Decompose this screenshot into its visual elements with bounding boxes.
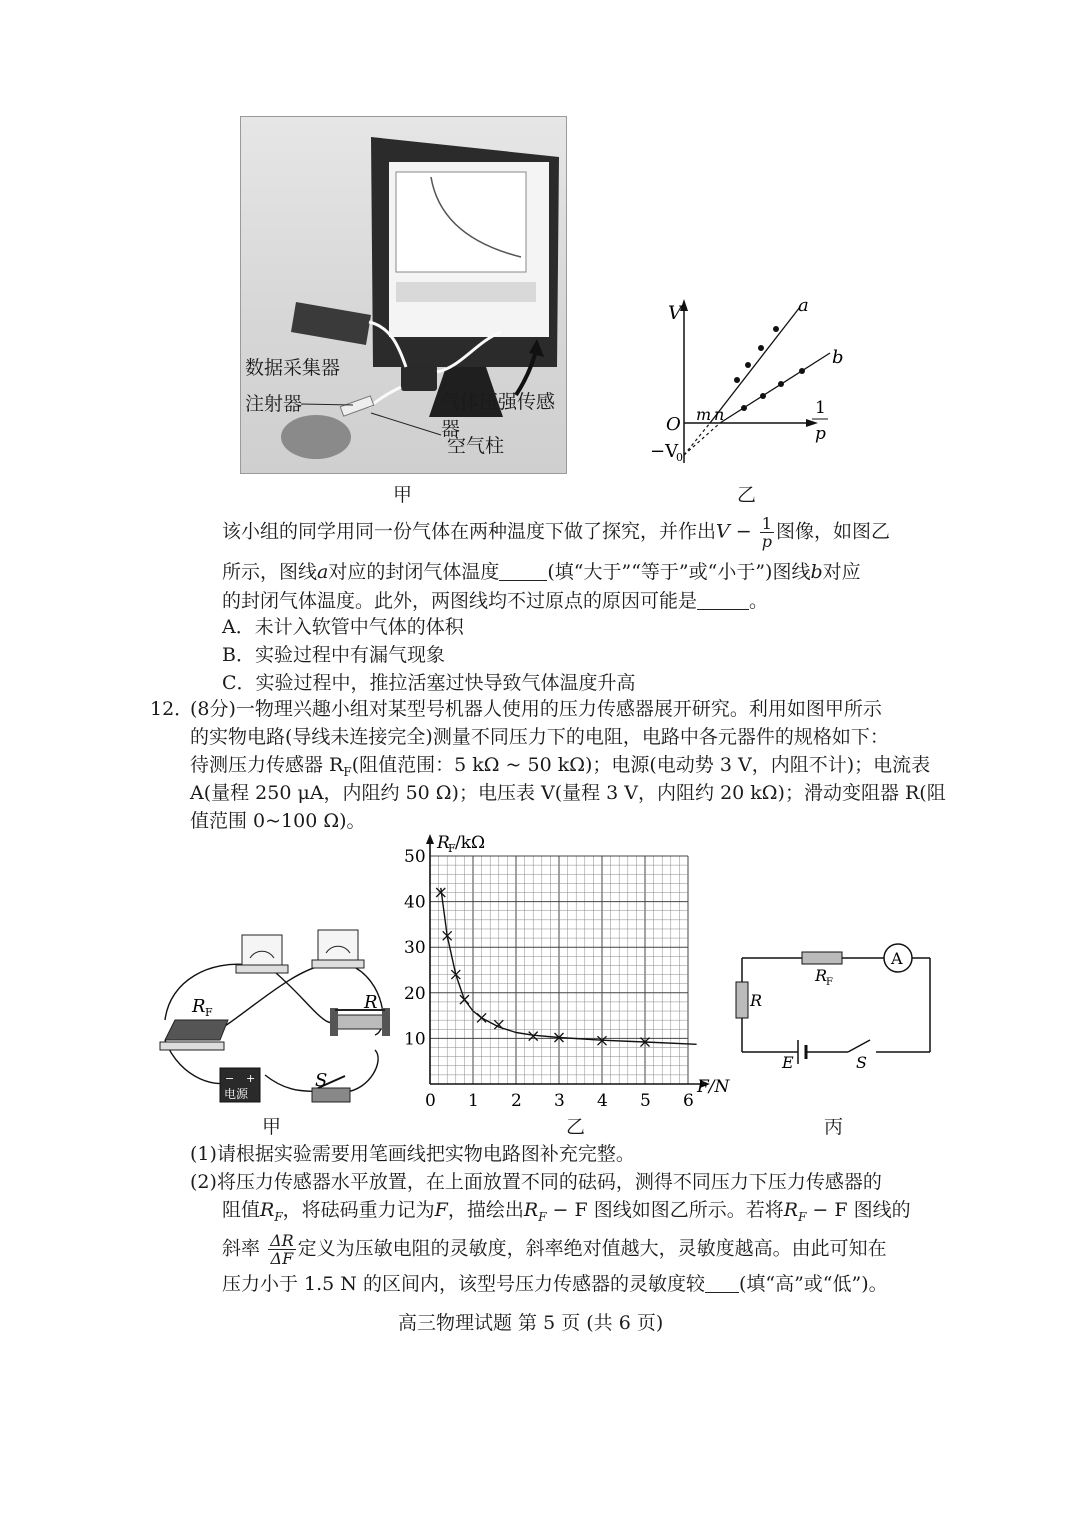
label-n: n — [714, 405, 725, 424]
rheostat — [335, 1015, 385, 1029]
line-a-ext — [684, 423, 710, 455]
screen-plot — [396, 172, 526, 272]
bing-label-rf: R — [815, 966, 828, 985]
label-1: 1 — [815, 398, 826, 418]
schematic-r — [736, 982, 748, 1018]
sensor-rf — [165, 1020, 228, 1040]
q12-p2-sub3: F — [798, 1209, 807, 1224]
schematic-rf — [802, 952, 842, 964]
label-collector: 数据采集器 — [245, 357, 341, 379]
q12-line3-rest: (阻值范围：5 kΩ ~ 50 kΩ)；电源(电动势 3 V，内阻不计)；电流表 — [351, 754, 931, 776]
screen-table — [396, 282, 536, 302]
q11-option-c: C．实验过程中，推拉活塞过快导致气体温度升高 — [222, 672, 636, 694]
q11-line3-a: 的封闭气体温度。此外，两图线均不过原点的原因可能是 — [222, 590, 698, 612]
q11-line2-a: 所示，图线 — [222, 561, 318, 583]
caption-chart: 乙 — [566, 1116, 586, 1138]
dot-b — [741, 405, 747, 411]
meter-1 — [242, 935, 282, 965]
x-tick-label: 2 — [511, 1091, 522, 1111]
label-p: p — [815, 424, 826, 444]
q11-line2-d: 对应 — [822, 561, 861, 583]
q12-part1: (1)请根据实验需要用笔画线把实物电路图补充完整。 — [190, 1143, 635, 1165]
label-pressure-sensor: 气体压强传感器 — [441, 391, 556, 440]
q12-p2-c: ，描绘出 — [447, 1199, 524, 1221]
label-plus: + — [246, 1072, 256, 1085]
x-tick-label: 0 — [425, 1091, 436, 1111]
q11-line3 — [222, 587, 768, 615]
y-tick-label: 50 — [404, 847, 426, 867]
label-power: 电源 — [224, 1087, 249, 1101]
q12-line5: 值范围 0~100 Ω)。 — [190, 810, 366, 832]
label-air-column: 空气柱 — [447, 435, 505, 457]
label-O: O — [666, 414, 681, 435]
q12-p2-d: − F 图线如图乙所示。若将 — [546, 1199, 784, 1221]
x-tick-label: 3 — [554, 1091, 565, 1111]
y-tick-label: 30 — [404, 938, 426, 959]
y-tick-label: 40 — [404, 892, 426, 913]
q11-dash: − — [729, 520, 752, 543]
physical-circuit — [150, 920, 400, 1110]
q12-p2-line4-a: 压力小于 1.5 N 的区间内，该型号压力传感器的灵敏度较 — [222, 1273, 705, 1295]
rf-f-chart — [395, 822, 745, 1112]
bing-label-s: S — [856, 1053, 867, 1072]
q12-blank[interactable] — [705, 1272, 739, 1293]
line-b-ext — [684, 423, 720, 455]
bing-label-a: A — [891, 949, 903, 968]
bing-label-r: R — [750, 991, 763, 1010]
label-rf: R — [192, 996, 206, 1017]
label-m: m — [696, 405, 712, 424]
q12-part2-line4 — [222, 1270, 888, 1298]
x-tick-label: 6 — [683, 1091, 694, 1111]
caption-vp: 乙 — [737, 484, 757, 506]
hand — [281, 415, 351, 459]
wire — [345, 1050, 378, 1092]
label-rf-sub: F — [205, 1006, 213, 1019]
q11-line1 — [222, 515, 890, 550]
dot-a — [758, 345, 764, 351]
chart-axes — [404, 834, 710, 1111]
chart-xlabel: F/N — [697, 1077, 730, 1097]
q12-part2-line2 — [222, 1196, 911, 1231]
q12-p2-r2: R — [523, 1199, 539, 1221]
q12-line3-a: 待测压力传感器 R — [190, 754, 344, 776]
collector-device — [291, 302, 371, 345]
q12-line1: (8分)一物理兴趣小组对某型号机器人使用的压力传感器展开研究。利用如图甲所示 — [190, 698, 882, 720]
dot-b — [760, 393, 766, 399]
chart-ylabel-unit: /kΩ — [455, 833, 486, 853]
q11-line3-b: 。 — [749, 590, 769, 612]
q12-p2-a: 阻值 — [222, 1199, 261, 1221]
label-V0: −V — [650, 441, 679, 462]
q12-line4: A(量程 250 μA，内阻约 50 Ω)；电压表 V(量程 3 V，内阻约 20 kΩ)；滑动变阻器 R(阻 — [190, 782, 946, 804]
dot-a — [773, 326, 779, 332]
q11-var-a: a — [317, 561, 329, 583]
q11-frac-den: p — [761, 532, 773, 551]
q12-part2-line3 — [222, 1232, 887, 1267]
experiment-photo — [240, 116, 567, 474]
q12-p2-sub: F — [274, 1209, 283, 1224]
y-tick-label: 10 — [404, 1029, 426, 1050]
q12-p2-e: − F 图线的 — [806, 1199, 911, 1221]
bing-label-rf-sub: F — [826, 977, 833, 988]
y-axis-arrow — [426, 834, 434, 844]
label-s: S — [315, 1070, 328, 1091]
q11-blank-1[interactable] — [499, 560, 547, 581]
caption-circuit: 甲 — [262, 1116, 282, 1138]
q11-line2-c: (填“大于”“等于”或“小于”)图线 — [547, 561, 811, 583]
q11-line2 — [222, 558, 861, 586]
q12-line2: 的实物电路(导线未连接完全)测量不同压力下的电阻，电路中各元器件的规格如下： — [190, 726, 889, 748]
q12-p2-b: ，将砝码重力记为 — [282, 1199, 435, 1221]
q12-p2-f: F — [434, 1199, 448, 1221]
schematic-switch — [848, 1040, 870, 1052]
schematic-circuit — [730, 930, 940, 1070]
q11-line1-a: 该小组的同学用同一份气体在两种温度下做了探究，并作出 — [222, 520, 717, 543]
q12-line3-sub: F — [343, 764, 352, 779]
caption-schematic: 丙 — [824, 1116, 844, 1138]
label-b: b — [832, 347, 844, 368]
q12-frac-num: ΔR — [270, 1231, 294, 1250]
wire — [270, 968, 340, 1023]
x-tick-label: 1 — [468, 1091, 479, 1111]
bing-label-e: E — [782, 1053, 794, 1072]
label-V: V — [668, 302, 682, 324]
q11-option-a: A．未计入软管中气体的体积 — [222, 616, 464, 638]
q12-p2-sub2: F — [538, 1209, 547, 1224]
q11-line2-b: 对应的封闭气体温度 — [328, 561, 500, 583]
v-p-graph — [640, 295, 844, 505]
y-tick-label: 20 — [404, 983, 426, 1004]
caption-photo: 甲 — [393, 484, 413, 506]
syringe — [340, 396, 373, 416]
page-footer: 高三物理试题 第 5 页 (共 6 页) — [398, 1312, 664, 1334]
label-a: a — [798, 295, 809, 316]
sensor-device — [401, 365, 437, 391]
q12-p2-line3-a: 斜率 — [222, 1237, 261, 1260]
label-syringe: 注射器 — [245, 393, 303, 415]
chart-ylabel: R — [437, 833, 450, 853]
dot-b — [799, 368, 805, 374]
dot-a — [745, 362, 751, 368]
q11-var-b: b — [810, 561, 823, 583]
q12-p2-r: R — [260, 1199, 275, 1221]
dot-a — [734, 377, 740, 383]
chart-ylabel-sub: F — [448, 842, 456, 855]
q12-p2-line3-b: 定义为压敏电阻的灵敏度，斜率绝对值越大，灵敏度越高。由此可知在 — [297, 1237, 887, 1260]
q12-p2-r3: R — [783, 1199, 799, 1221]
q11-frac-num: 1 — [760, 515, 774, 533]
x-tick-label: 4 — [597, 1091, 608, 1111]
label-r: R — [364, 992, 378, 1013]
q11-frac — [760, 515, 774, 550]
q12-p2-line4-b: (填“高”或“低”)。 — [738, 1273, 888, 1295]
q12-number: 12． — [150, 698, 194, 720]
q11-option-b: B．实验过程中有漏气现象 — [222, 644, 445, 666]
q11-blank-2[interactable] — [697, 589, 749, 610]
meter-2 — [318, 930, 358, 960]
chart-grid — [430, 856, 688, 1084]
q11-var-v: V — [716, 520, 730, 543]
q12-frac-den: ΔF — [270, 1249, 294, 1268]
x-tick-label: 5 — [640, 1091, 651, 1111]
q12-part2-line1: (2)将压力传感器水平放置，在上面放置不同的砝码，测得不同压力下压力传感器的 — [190, 1171, 882, 1193]
q11-line1-b: 图像，如图乙 — [776, 520, 891, 543]
wire — [210, 965, 325, 1035]
label-minus: − — [225, 1072, 235, 1085]
label-V0-sub: 0 — [676, 451, 683, 464]
dot-b — [778, 381, 784, 387]
q12-frac — [268, 1232, 296, 1267]
chart-points — [436, 888, 649, 1047]
